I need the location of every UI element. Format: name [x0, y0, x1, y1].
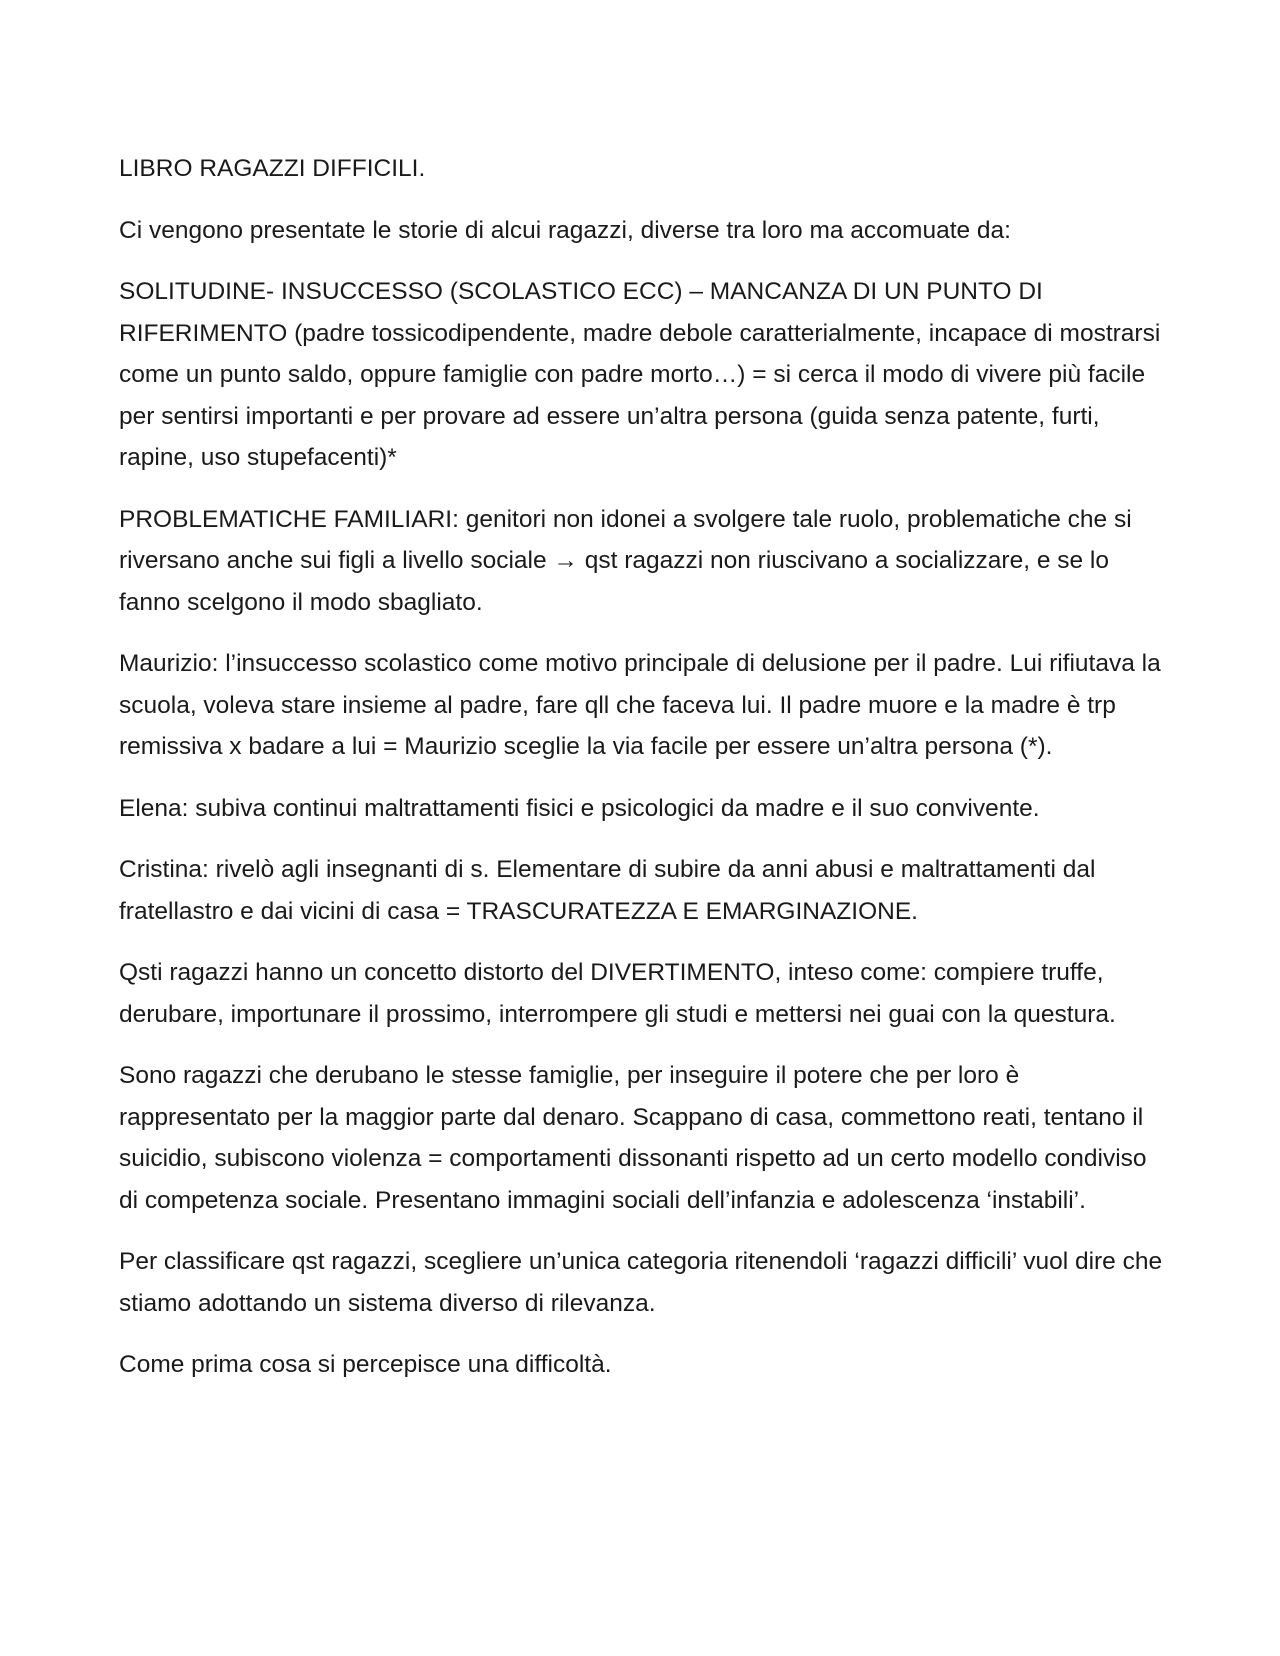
document-body — [119, 148, 1169, 1406]
paragraph-divertimento: Qsti ragazzi hanno un concetto distorto del DIVERTIMENTO, inteso come: compiere truffe, derubare, importunare il prossimo, interrompere gli studi e mettersi nei guai con la questura. — [119, 959, 1116, 1028]
paragraph-intro: Ci vengono presentate le storie di alcui ragazzi, diverse tra loro ma accomuate da: — [119, 216, 1011, 244]
paragraph-problematiche-familiari: PROBLEMATICHE FAMILIARI: genitori non idonei a svolgere tale ruolo, problematiche che si riversano anche sui figli a livello sociale → qst ragazzi non riuscivano a socializzare, e se lo fanno scelgono il modo sbagliato. — [119, 505, 1132, 616]
paragraph-maurizio: Maurizio: l’insuccesso scolastico come motivo principale di delusione per il padre. Lui rifiutava la scuola, voleva stare insieme al padre, fare qll che faceva lui. Il padre muore e la madre è trp remissiva x badare a lui = Maurizio sceglie la via facile per essere un’altra persona (*). — [119, 650, 1161, 760]
paragraph-cristina: Cristina: rivelò agli insegnanti di s. Elementare di subire da anni abusi e maltrattamenti dal fratellastro e dai vicini di casa = TRASCURATEZZA E EMARGINAZIONE. — [119, 856, 1096, 925]
paragraph-difficolta: Come prima cosa si percepisce una difficoltà. — [119, 1351, 612, 1378]
paragraph-famiglie: Sono ragazzi che derubano le stesse famiglie, per inseguire il potere che per loro è rappresentato per la maggior parte dal denaro. Scappano di casa, commettono reati, tentano il suicidio, subiscono violenza = comportamenti dissonanti rispetto ad un certo modello condiviso di competenza sociale. Presentano immagini sociali dell’infanzia e adolescenza ‘instabili’. — [119, 1062, 1147, 1214]
paragraph-classificazione: Per classificare qst ragazzi, scegliere un’unica categoria ritenendoli ‘ragazzi difficili’ vuol dire che stiamo adottando un sistema diverso di rilevanza. — [119, 1248, 1163, 1317]
document-title: LIBRO RAGAZZI DIFFICILI. — [119, 155, 426, 182]
paragraph-elena: Elena: subiva continui maltrattamenti fisici e psicologici da madre e il suo convivente. — [119, 794, 1040, 822]
paragraph-solitudine: SOLITUDINE- INSUCCESSO (SCOLASTICO ECC) – MANCANZA DI UN PUNTO DI RIFERIMENTO (padre tossicodipendente, madre debole caratterialmente, incapace di mostrarsi come un punto saldo, oppure famiglie con padre morto…) = si cerca il modo di vivere più facile per sentirsi importanti e per provare ad essere un’altra persona (guida senza patente, furti, rapine, uso stupefacenti)* — [119, 278, 1161, 471]
